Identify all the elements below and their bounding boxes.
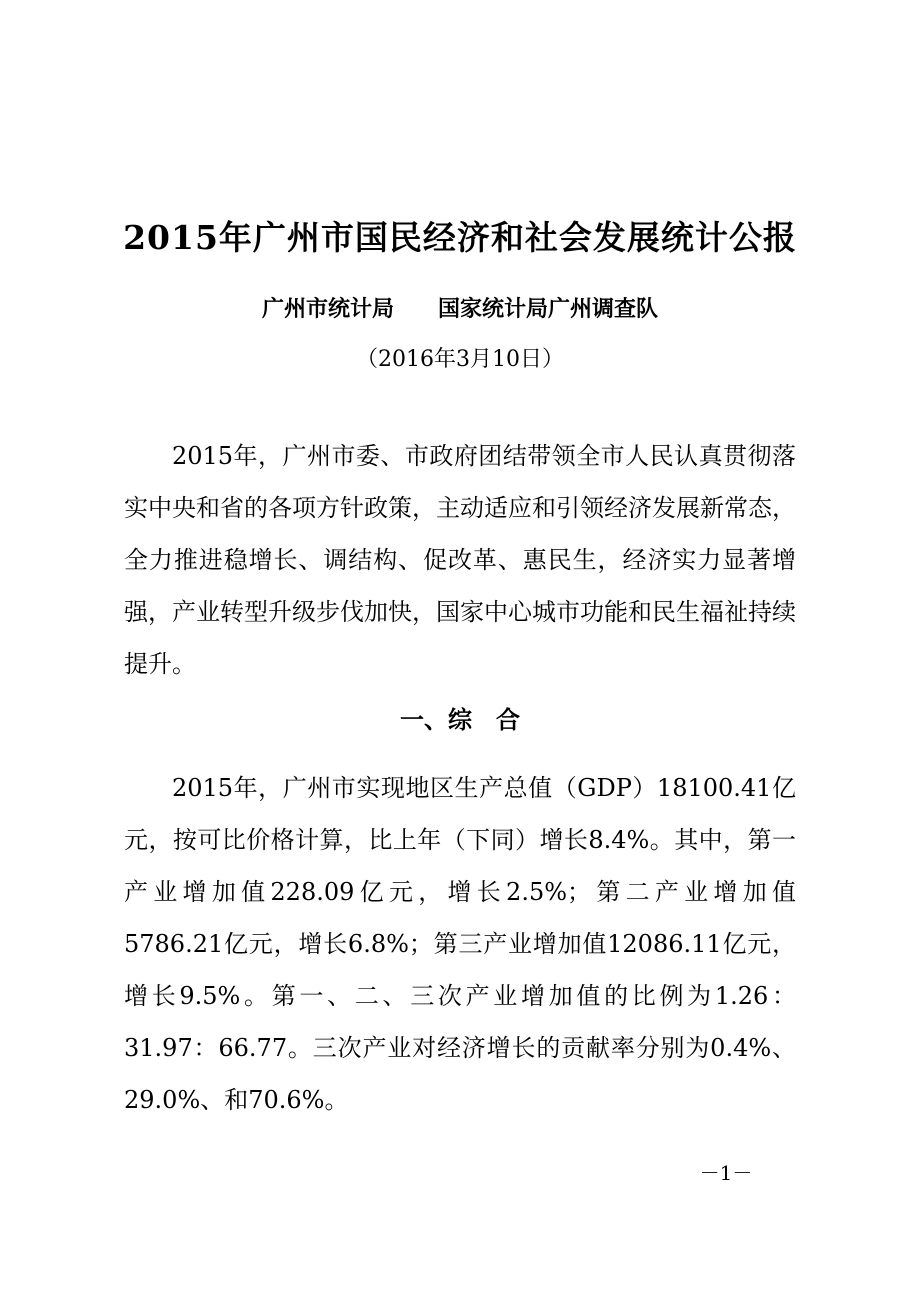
- document-date: （2016年3月10日）: [356, 347, 564, 372]
- author-survey-team: 国家统计局广州调查队: [438, 297, 659, 322]
- document-title: 2015年广州市国民经济和社会发展统计公报: [123, 218, 797, 257]
- intro-paragraph: 2015年，广州市委、市政府团结带领全市人民认真贯彻落实中央和省的各项方针政策，主动适应和引领经济发展新常态，全力推进稳增长、调结构、促改革、惠民生，经济实力显著增强，产业转型升级步伐加快，国家中心城市功能和民生福祉持续提升。: [124, 442, 796, 678]
- section-heading-overview: 一、综 合: [400, 706, 520, 734]
- overview-paragraph: 2015年，广州市实现地区生产总值（GDP）18100.41亿元，按可比价格计算，比上年（下同）增长8.4%。其中，第一产业增加值228.09亿元，增长2.5%；第二产业增加值5786.21亿元，增长6.8%；第三产业增加值12086.11亿元，增长9.5%。第一、二、三次产业增加值的比例为1.26：31.97：66.77。三次产业对经济增长的贡献率分别为0.4%、29.0%、和70.6%。: [124, 774, 796, 1114]
- author-statistics-bureau: 广州市统计局: [261, 297, 394, 322]
- page-number: －1－: [699, 1161, 753, 1185]
- document-authors: [0, 290, 920, 330]
